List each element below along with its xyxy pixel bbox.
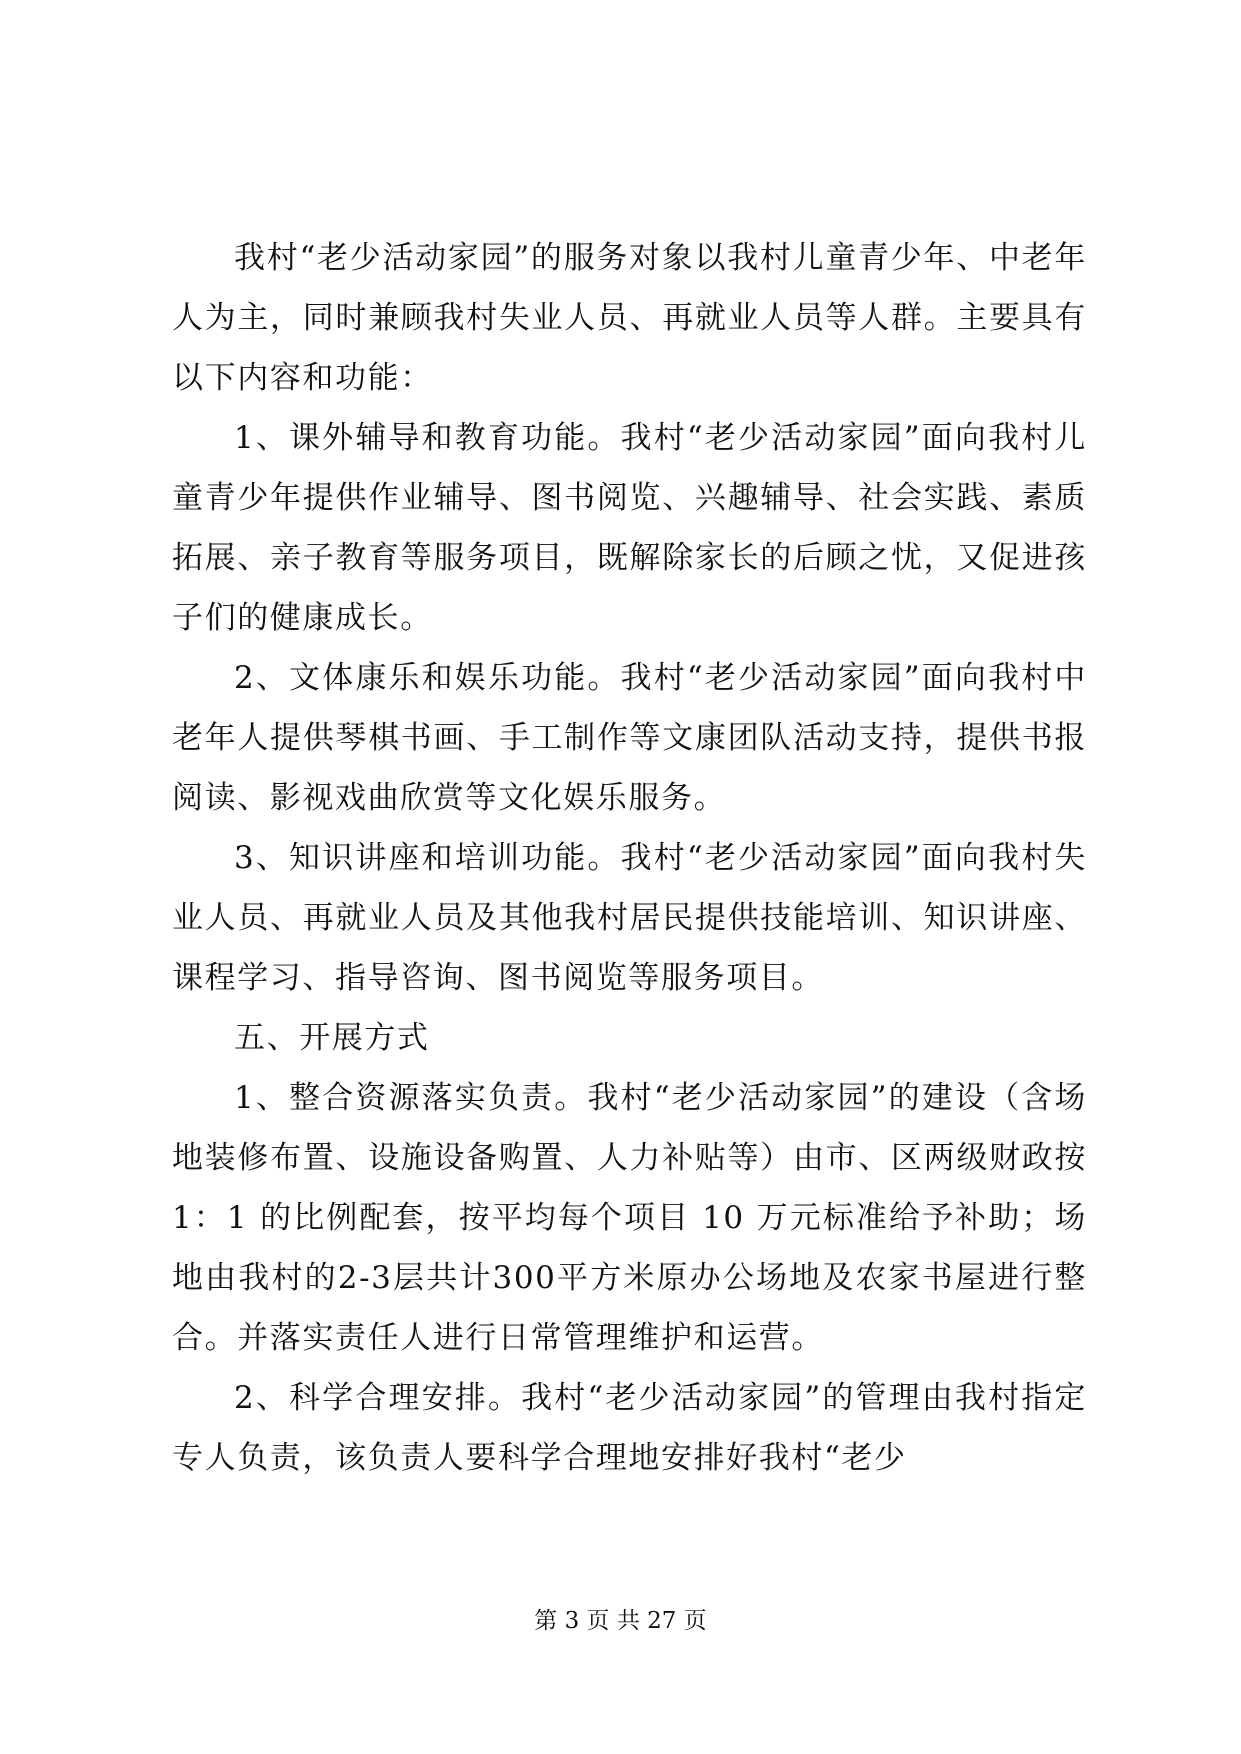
paragraph-resource-integration: 1、整合资源落实负责。我村“老少活动家园”的建设（含场地装修布置、设施设备购置、人力补贴等）由市、区两级财政按 1：1 的比例配套，按平均每个项目 10 万元标准给予补助；场地由我村的2-3层共计300平方米原办公场地及农家书屋进行整合。并落实责任人进行日常管理维护和运营。	[172, 1080, 1087, 1356]
paragraph-scientific-arrangement: 2、科学合理安排。我村“老少活动家园”的管理由我村指定专人负责，该负责人要科学合理地安排好我村“老少	[172, 1380, 1087, 1476]
paragraph-recreation-function: 2、文体康乐和娱乐功能。我村“老少活动家园”面向我村中老年人提供琴棋书画、手工制作等文康团队活动支持，提供书报阅读、影视戏曲欣赏等文化娱乐服务。	[172, 660, 1087, 816]
paragraph-service-targets: 我村“老少活动家园”的服务对象以我村儿童青少年、中老年人为主，同时兼顾我村失业人员、再就业人员等人群。主要具有以下内容和功能：	[172, 240, 1087, 396]
section-heading-implementation: 五、开展方式	[234, 1020, 430, 1056]
paragraph-tutoring-function: 1、课外辅导和教育功能。我村“老少活动家园”面向我村儿童青少年提供作业辅导、图书阅览、兴趣辅导、社会实践、素质拓展、亲子教育等服务项目，既解除家长的后顾之忧，又促进孩子们的健康成长。	[172, 420, 1087, 636]
document-body	[172, 228, 1087, 1488]
paragraph-training-function: 3、知识讲座和培训功能。我村“老少活动家园”面向我村失业人员、再就业人员及其他我村居民提供技能培训、知识讲座、课程学习、指导咨询、图书阅览等服务项目。	[172, 840, 1087, 996]
page-number-footer: 第 3 页 共 27 页	[534, 1608, 707, 1634]
